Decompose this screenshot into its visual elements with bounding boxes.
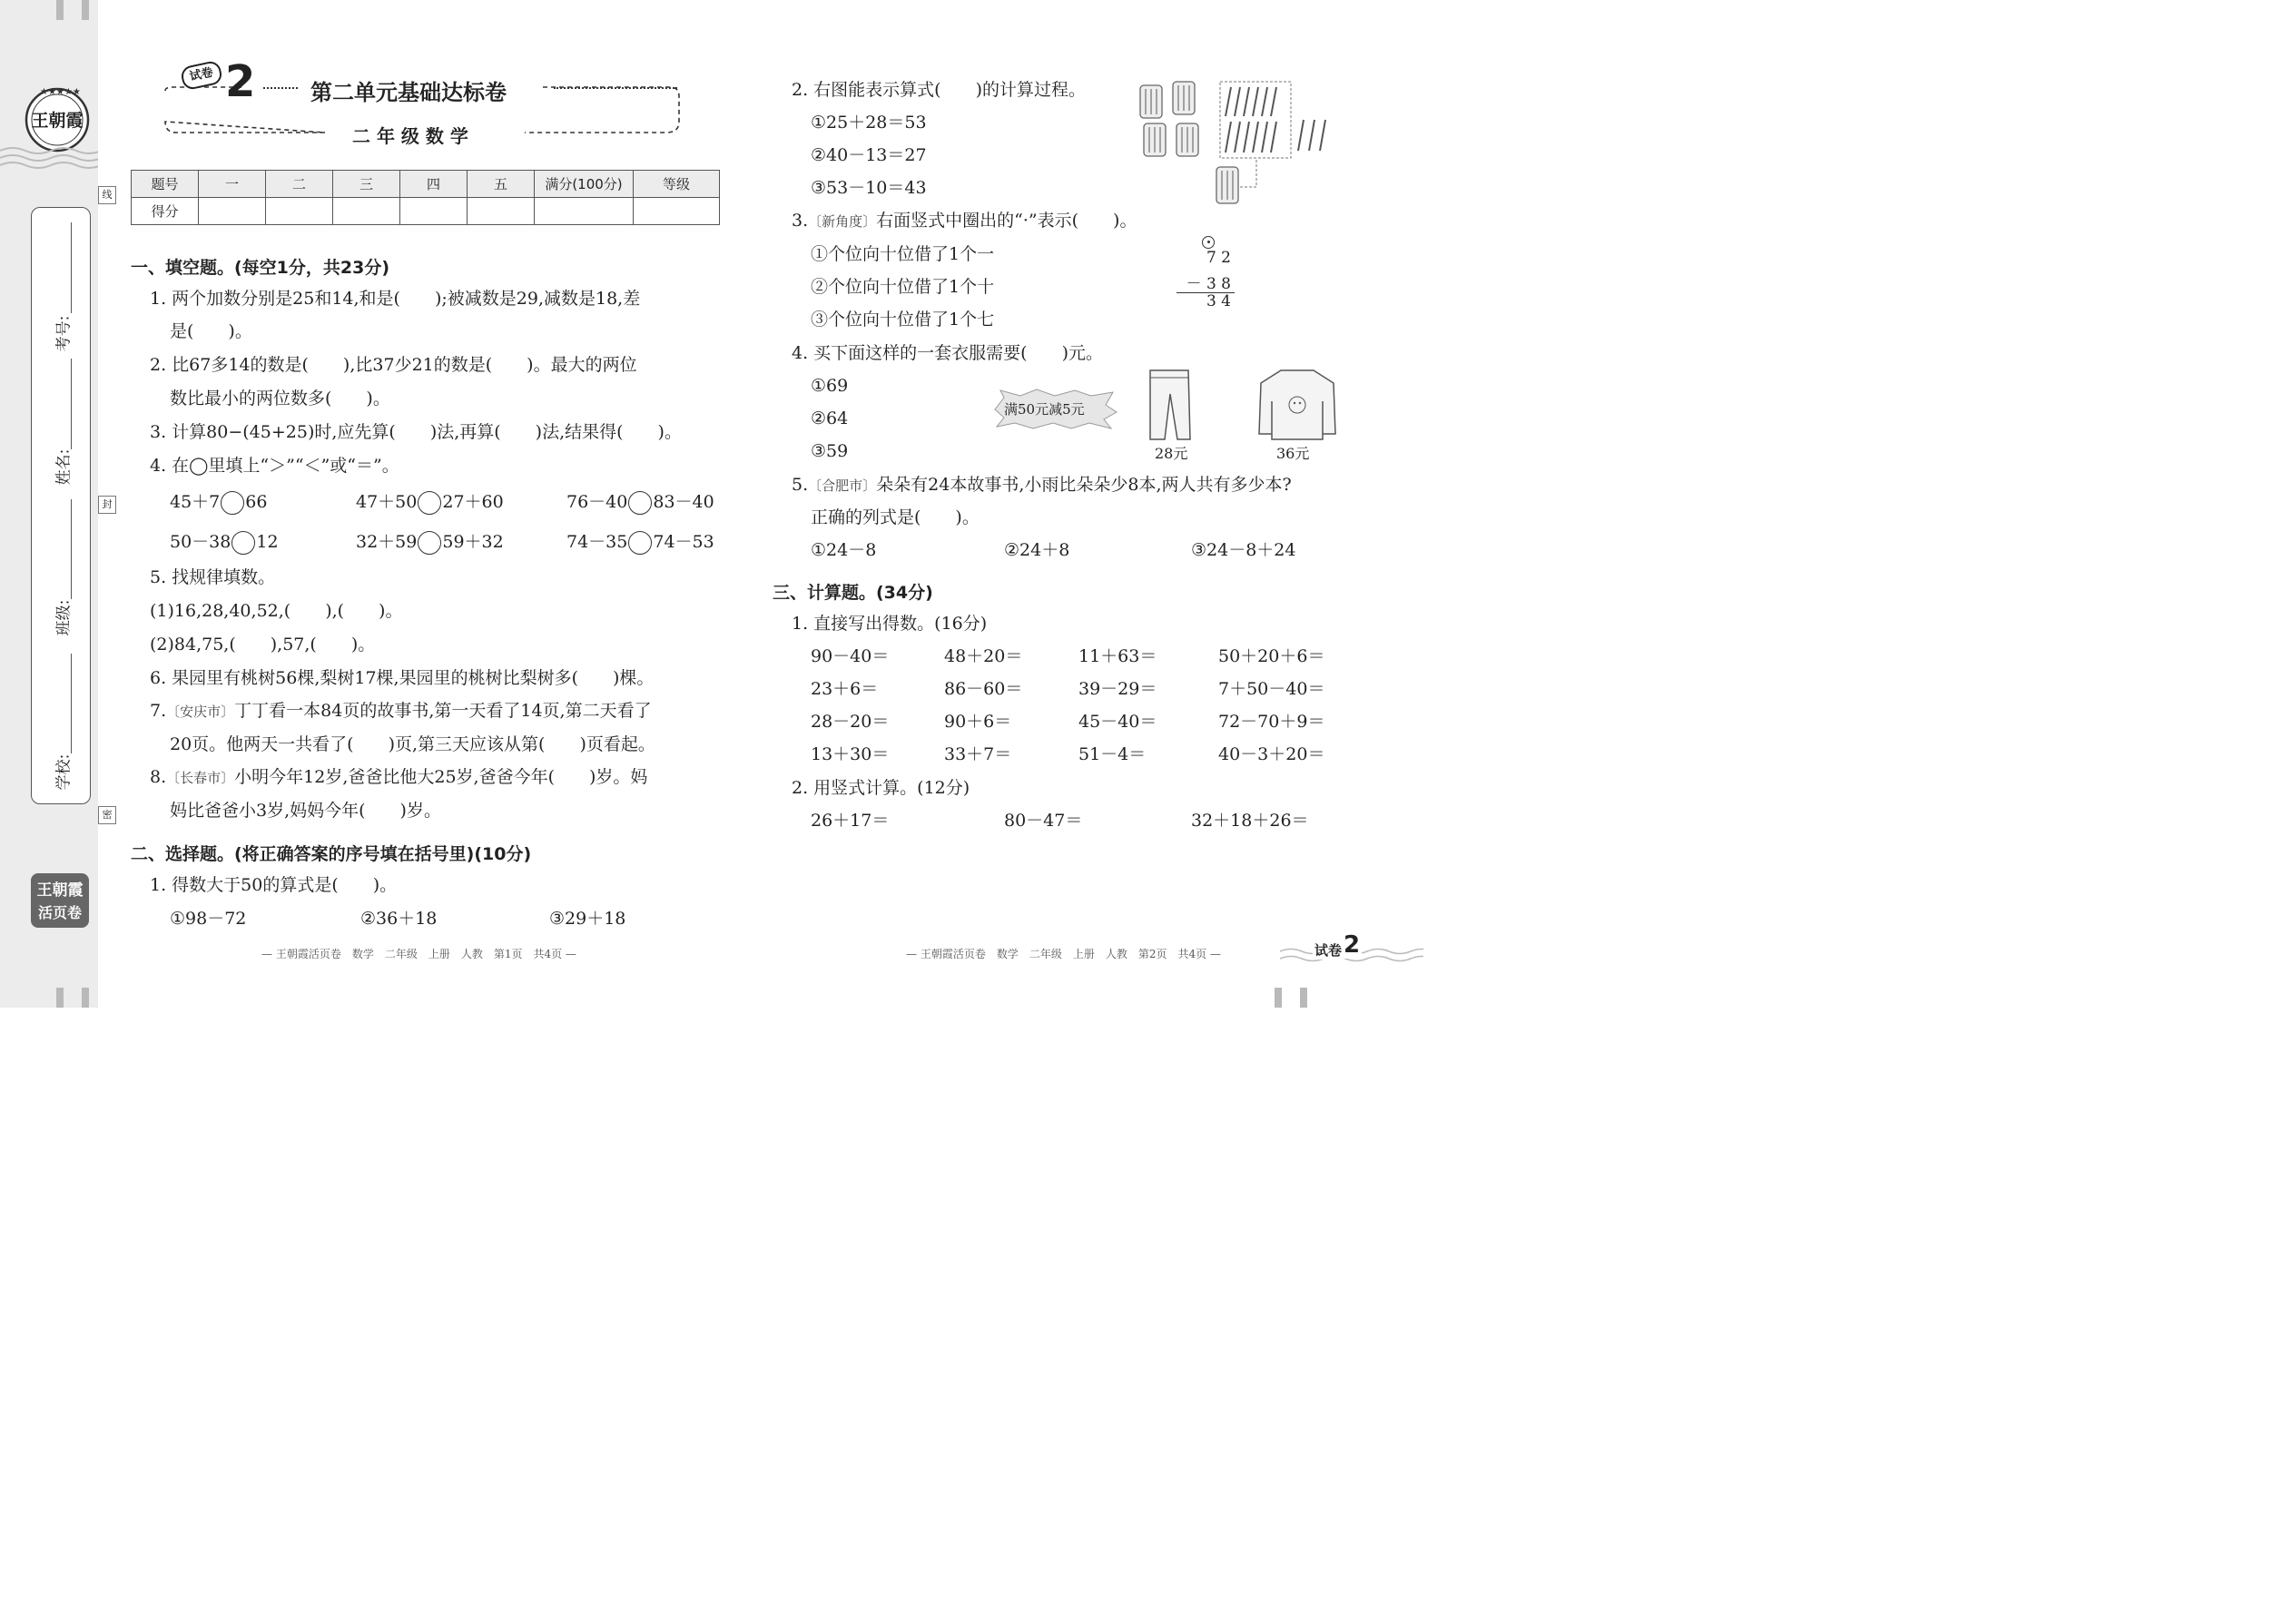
footer-badge: 试卷 — [1314, 942, 1343, 959]
s2-q3-text: 右面竖式中圈出的“·”表示( )。 — [876, 211, 1137, 231]
region-tag: 〔安庆市〕 — [166, 704, 235, 720]
score-cell[interactable] — [468, 198, 535, 225]
svg-text:★★★★★: ★★★★★ — [40, 87, 81, 97]
compare-item — [170, 490, 267, 515]
compare-right: 27＋60 — [442, 492, 504, 512]
option: ③29＋18 — [549, 909, 626, 929]
compare-left: 76－40 — [566, 492, 628, 512]
promo-text: 满50元减5元 — [1004, 401, 1085, 418]
calc-item: 90－40＝ — [811, 646, 890, 666]
option: ③24－8＋24 — [1191, 540, 1296, 560]
calc-item: 23＋6＝ — [811, 679, 879, 699]
exam-no-label: 考号: — [54, 315, 74, 352]
compare-right: 66 — [245, 492, 268, 512]
s1-q5-2: (2)84,75,( ),57,( )。 — [150, 635, 376, 655]
score-cell[interactable] — [535, 198, 634, 225]
calc-item: 40－3＋20＝ — [1218, 744, 1325, 764]
title-dots — [263, 87, 298, 89]
cut-mark — [1300, 988, 1307, 1008]
calc-item: 45－40＝ — [1078, 712, 1157, 732]
cut-mark — [56, 988, 64, 1008]
pants-price: 28元 — [1155, 445, 1188, 462]
badge-logo: 王朝霞 — [36, 881, 84, 900]
region-tag: 〔合肥市〕 — [808, 477, 877, 494]
name-label: 姓名: — [54, 448, 74, 486]
compare-left: 45＋7 — [170, 492, 221, 512]
sweater-illustration — [1257, 367, 1337, 443]
s2-q5-line1: 5.〔合肥市〕朵朵有24本故事书,小雨比朵朵少8本,两人共有多少本? — [792, 475, 1292, 495]
score-cell[interactable] — [333, 198, 400, 225]
s2-q3: 3.〔新角度〕右面竖式中圈出的“·”表示( )。 — [792, 211, 1137, 231]
score-header: 题号 — [132, 171, 199, 198]
school-field[interactable] — [71, 654, 72, 753]
s2-q5-line2: 正确的列式是( )。 — [811, 507, 980, 527]
score-cell[interactable] — [199, 198, 266, 225]
compare-item — [170, 530, 279, 555]
s1-q7-text: 丁丁看一本84页的故事书,第一天看了14页,第二天看了 — [234, 701, 652, 721]
s2-q4: 4. 买下面这样的一套衣服需要( )元。 — [792, 343, 1103, 363]
s2-q1: 1. 得数大于50的算式是( )。 — [150, 875, 398, 895]
s3-q1: 1. 直接写出得数。(16分) — [792, 614, 988, 634]
calc-item: 90＋6＝ — [944, 712, 1012, 732]
s1-q8-line2: 妈比爸爸小3岁,妈妈今年( )岁。 — [170, 801, 441, 821]
s1-q2-line2: 数比最小的两位数多( )。 — [170, 389, 390, 408]
compare-blank[interactable] — [628, 491, 652, 515]
exam-no-field[interactable] — [71, 222, 72, 313]
option: ③53－10＝43 — [811, 178, 927, 198]
s2-q5-text: 朵朵有24本故事书,小雨比朵朵少8本,两人共有多少本? — [876, 475, 1292, 495]
s1-q8-line1: 8.〔长春市〕小明今年12岁,爸爸比他大25岁,爸爸今年( )岁。妈 — [150, 767, 648, 787]
seal-line: 线 — [98, 186, 116, 204]
region-tag: 〔长春市〕 — [166, 770, 235, 786]
score-header: 五 — [468, 171, 535, 198]
compare-left: 47＋50 — [356, 492, 418, 512]
pants-illustration — [1139, 367, 1199, 443]
vertical-calc-item: 26＋17＝ — [811, 811, 890, 831]
option: ②40－13＝27 — [811, 145, 927, 165]
compare-blank[interactable] — [418, 491, 441, 515]
calc-item: 13＋30＝ — [811, 744, 890, 764]
calc-item: 48＋20＝ — [944, 646, 1023, 666]
cut-mark — [82, 988, 89, 1008]
score-header: 等级 — [634, 171, 720, 198]
logo-text: 王朝霞 — [31, 111, 84, 131]
compare-item — [356, 530, 504, 555]
title-dots — [554, 87, 677, 89]
compare-right: 59＋32 — [442, 532, 504, 552]
student-info-box — [31, 207, 91, 804]
badge-sub: 活页卷 — [37, 904, 82, 921]
class-label: 班级: — [54, 599, 74, 636]
compare-item — [566, 490, 714, 515]
score-header: 四 — [400, 171, 468, 198]
calc-item: 51－4＝ — [1078, 744, 1147, 764]
test-number: 2 — [225, 56, 256, 107]
s1-q5-1: (1)16,28,40,52,( ),( )。 — [150, 601, 403, 621]
compare-right: 83－40 — [653, 492, 714, 512]
calc-item: 86－60＝ — [944, 679, 1023, 699]
page-title: 第二单元基础达标卷 — [310, 80, 507, 105]
class-field[interactable] — [71, 499, 72, 599]
test-badge-label: 试卷 — [188, 65, 215, 84]
s1-q8-text: 小明今年12岁,爸爸比他大25岁,爸爸今年( )岁。妈 — [234, 767, 648, 787]
cut-mark — [1275, 988, 1282, 1008]
footer-left: — 王朝霞活页卷 数学 二年级 上册 人教 第1页 共4页 — — [261, 948, 576, 960]
compare-left: 74－35 — [566, 532, 628, 552]
compare-blank[interactable] — [628, 531, 652, 555]
school-label: 学校: — [54, 753, 74, 791]
s1-q7-line2: 20页。他两天一共看了( )页,第三天应该从第( )页看起。 — [170, 734, 655, 754]
score-table — [131, 170, 720, 225]
calc-item: 28－20＝ — [811, 712, 890, 732]
score-header: 一 — [199, 171, 266, 198]
cut-mark — [56, 0, 64, 20]
section-2-title: 二、选择题。(将正确答案的序号填在括号里)(10分) — [131, 844, 532, 864]
brand-badge — [31, 873, 89, 928]
section-3-title: 三、计算题。(34分) — [773, 583, 933, 603]
name-field[interactable] — [71, 359, 72, 449]
footer-right: — 王朝霞活页卷 数学 二年级 上册 人教 第2页 共4页 — — [906, 948, 1221, 960]
subtrahend: － 3 8 — [1186, 275, 1231, 293]
s1-q2-line1: 2. 比67多14的数是( ),比37少21的数是( )。最大的两位 — [150, 355, 637, 375]
wave-decoration — [0, 143, 98, 171]
s1-q7-line1: 7.〔安庆市〕丁丁看一本84页的故事书,第一天看了14页,第二天看了 — [150, 701, 652, 721]
score-cell[interactable] — [266, 198, 333, 225]
cut-mark — [82, 0, 89, 20]
difference: 3 4 — [1206, 292, 1231, 310]
compare-blank[interactable] — [231, 531, 255, 555]
s1-q1-line1: 1. 两个加数分别是25和14,和是( );被减数是29,减数是18,差 — [150, 289, 641, 309]
minuend: 7 2 — [1206, 249, 1231, 267]
calc-item: 39－29＝ — [1078, 679, 1157, 699]
sweater-price: 36元 — [1276, 445, 1310, 462]
s2-q2: 2. 右图能表示算式( )的计算过程。 — [792, 80, 1086, 100]
compare-right: 12 — [256, 532, 279, 552]
seal-secret: 密 — [98, 806, 116, 824]
borrow-dot-circle — [1202, 236, 1215, 249]
option: ①24－8 — [811, 540, 877, 560]
compare-blank[interactable] — [418, 531, 441, 555]
score-header: 二 — [266, 171, 333, 198]
compare-item — [566, 530, 714, 555]
option: ①98－72 — [170, 909, 247, 929]
score-cell[interactable] — [400, 198, 468, 225]
calc-item: 72－70＋9＝ — [1218, 712, 1325, 732]
option: ②64 — [811, 408, 849, 428]
option: ①69 — [811, 376, 849, 396]
s1-q4: 4. 在◯里填上“＞”“＜”或“＝”。 — [150, 456, 399, 476]
s1-q6: 6. 果园里有桃树56棵,梨树17棵,果园里的桃树比梨树多( )棵。 — [150, 668, 655, 688]
seal-seal: 封 — [98, 496, 116, 514]
s1-q1-line2: 是( )。 — [170, 321, 252, 341]
s1-q5: 5. 找规律填数。 — [150, 567, 276, 587]
score-header: 三 — [333, 171, 400, 198]
score-cell[interactable] — [634, 198, 720, 225]
option: ①个位向十位借了1个一 — [811, 244, 995, 264]
page-subtitle: 二 年 级 数 学 — [352, 125, 468, 147]
footer-number: 2 — [1344, 931, 1361, 959]
s1-q3: 3. 计算80−(45+25)时,应先算( )法,再算( )法,结果得( )。 — [150, 422, 682, 442]
option: ②36＋18 — [360, 909, 438, 929]
calc-item: 50＋20＋6＝ — [1218, 646, 1325, 666]
option: ③59 — [811, 441, 849, 461]
counting-sticks-illustration — [1133, 76, 1338, 211]
s3-q2: 2. 用竖式计算。(12分) — [792, 778, 970, 798]
calc-item: 7＋50－40＝ — [1218, 679, 1325, 699]
compare-right: 74－53 — [653, 532, 714, 552]
score-header: 满分(100分) — [535, 171, 634, 198]
compare-left: 32＋59 — [356, 532, 418, 552]
region-tag: 〔新角度〕 — [808, 213, 877, 230]
option: ①25＋28＝53 — [811, 113, 927, 133]
option: ②个位向十位借了1个十 — [811, 277, 995, 297]
option: ②24＋8 — [1004, 540, 1070, 560]
vertical-calc-item: 32＋18＋26＝ — [1191, 811, 1309, 831]
compare-left: 50－38 — [170, 532, 231, 552]
calc-item: 33＋7＝ — [944, 744, 1012, 764]
option: ③个位向十位借了1个七 — [811, 310, 995, 330]
calc-item: 11＋63＝ — [1078, 646, 1157, 666]
vertical-calc-item: 80－47＝ — [1004, 811, 1083, 831]
compare-item — [356, 490, 504, 515]
compare-blank[interactable] — [221, 491, 244, 515]
section-1-title: 一、填空题。(每空1分，共23分) — [131, 258, 390, 278]
score-row-label: 得分 — [132, 198, 199, 225]
